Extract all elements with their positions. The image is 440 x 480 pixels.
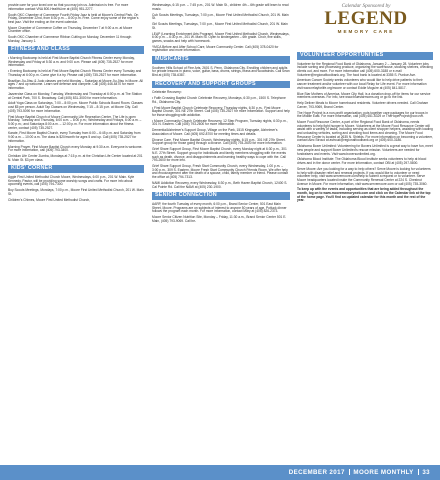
section-heading-kids: KIDS' CORNER [8,165,144,173]
event-item: Children's Chimes, Moore First United Methodist Church, [8,197,91,202]
section-heading-volunteer: VOLUNTEER OPPORTUNITIES [297,52,433,60]
event-item: Serve Moore: Are you looking for a way to help others? Serve Moore is looking for volunteers to help with disaster relief and renewal projects. If you would like to volunteer or need volunteer help, visit www.servemoore.com/help to submit a request or to volunteer. Serve Moore headquarters located inside the Community Renewal Center at 224 S. Chestnut Avenue in Moore. For more information, visit www.servemoore.com or call (405) 735-3060. [297,166,431,186]
bootcamp-item: • Evening Bootcamp is held at First Moore Baptist Church Fitness Center every Tuesday and Thursday at 6:00 p.m. Come give it a try. Please call (405) 735-2527 for more information. [8,69,142,77]
event-item: Divorce Care, First Moore Baptist Church, Wednesday nights, 6:15 p.m., 301 NE 27th Street. Support group for those going through a divorce. Call (405) 793-2600 for more information. [152,137,286,146]
event-item: Oklahoma Boxer Unlimited: Volunteering for Boxers Unlimited is a great way to have fun, meet new people and support Boxer Unlimited's rescue mission. Volunteers are needed for fundraisers and events. Visit www.boxersunlimited.org. [297,144,433,156]
closing-note: To keep up with the events and opportunities that are being added throughout the month, log on to www.moorememoryweb.com and click on the Calendar link at the top of the home page. You'll find an updated calendar for this month and the rest of the year. [297,187,431,203]
column-middle [152,4,290,226]
event-item: Moore Food Resource Center, a part of the Regional Food Bank of Oklahoma, needs volunteers to help fight hunger in Moore. Volunteers at the Moore Food Resource Center will assist with a variety of tasks, including serving as client shopper helpers, assisting with loading and unloading vehicles, sorting and checking food items and cleaning. The Moore Food Resource Center is located at 2635 N. Shields. For more information on becoming a volunteer, contact Alec Stroud at astroud@regionalfoodbank.org or (405) 600-3186. [297,120,433,143]
event-item: NAMI Addiction Recovery, every Wednesday, 6:30 p.m., Beth Haven Baptist Church, 12400 S. Cal Pointe Rd. Call the NAMI at (405) 230-1900. [152,180,288,189]
event-item: Volunteer for the Regional Food Bank of Oklahoma, January 2 – January 28. Volunteer jobs include sorting and processing produce, organizing the warehouse, stocking shelves, checking clients out, and more. For more information call (405) 600-3188 or e-mail Volunteer@regionalfoodbank.org. The food bank is located at 3355 S. Purdue Ave. [297,61,433,77]
event-item: Celebrate Recovery: [152,90,182,95]
column-left [8,4,144,205]
event-item: Boy Scouts Meetings, Mondays, 7:00 p.m., Moore First United Methodist Church, 201 W. Main St. [8,188,144,196]
event-item: First Moore Baptist Church of Moore Community Life Recreation Center. The Life is open Monday, Tuesday and Thursday, 6:00 a.m. – 8:00 p.m.; Wednesday and Fridays, 6:00 a.m. – 5:00 p.m.; and Saturdays 8:00 a.m. – 12:00 p.m. For more information about the fitness center, contact (405) 735-2527. [8,114,142,130]
event-item: Blue Star Mothers of America, Moore City Hall, is a donation drop-off for items for our service members overseas. For info, see www.bluestarmoms.org or go to the link. [297,91,431,100]
event-item: YMCA Before and After School Care, Moore Community Center. Call (405) 378-0420 for registration and more information. [152,44,279,53]
footer-text [289,469,430,476]
event-item: Adult Yoga Class on Saturdays, 7:00 – 8:00 p.m. Moore Public Schools Board Room. Classes cost $5 per person. Adult Tap Classes on Wednesday, 7:15 – 8:15 p.m. at Moore City. Call (405) 793-5090 for more information. [8,101,143,113]
event-item: Aggie First United Methodist Church Moore, Wednesdays, 6:00 p.m., 201 W. Main. Kyle Kennedy, Pastor, will be providing some worship songs and crafts. For more info about upcoming events, call (405) 794-7300. [8,175,135,187]
event-item: Jazzercise Class on Monday, Tuesday, Wednesday and Thursday at 6:00 p.m. at The Station at Central Park, 700 S. Broadway. Call (405) 831-3000 for more information. [8,91,142,100]
event-item: Wednesdays, 6:15 p.m. – 7:45 p.m., 201 W. Main St., children 4th – 6th grade will learn to read music. [152,3,289,11]
event-item: Help Deliver Meals to Moore homebound residents. Volunteer drivers needed. Call Graham Carver, 793-9069, Brand Center. [297,101,429,109]
page-footer [0,465,440,480]
event-item: • First Moore Baptist Church Celebrate Recovery, Thursday nights, 6:30 p.m., First Moore Baptist Church, 301 NE 27th Street. Call (405) 735-2527 for more information. Support and help for those struggling with addiction. [152,105,290,117]
issue-date: DECEMBER 2017 [288,469,345,476]
event-item: Moore Chamber of Commerce Coffee on Thursday, December 7 at 9:00 a.m. at Moore Chamber office. [8,25,133,34]
event-item: Girl Scouts Meetings, Tuesdays, 7:00 p.m., Moore First United Methodist Church, 201 W. Main St. [152,22,288,30]
intro-paragraph: provide care for your loved one so that you may join us. Admission is free. For more information contact VNA 800-HealthLine at (405) 951-2277. [8,3,129,11]
event-item: Brazilian Jiu-Jitsu & Judo classes are held Monday – Saturday at Moore Jiu Jitsu in Moore. All ages 7 and up welcome. Learn self defense and compete. Call (405) 446-6470 for more information. [8,78,143,91]
event-item: Morning Prayer, First Moore Baptist Church every Monday at 9:30 a.m. Everyone is welcome. For more information, call (405) 793-3400. [8,144,143,153]
section-heading-recovery: RECOVERY AND SUPPORT GROUPS [152,81,290,89]
event-item: Moore Senior Citizen Nutrition Site, Monday – Friday, 11:30 a.m., Brand Senior Center 501 E. Main, (405) 793-9069. Call be- [152,215,287,223]
logo-wordmark: LEGEND [324,8,408,29]
page-number: 33 [422,469,430,476]
event-item: South OKC Chamber of Commerce Ribbon Cutting on Monday, December 11 through Monday, January 1. [8,35,132,43]
event-item: The Hope Project is a non-profit organization; puts together care packages for our troops in the Middle East. For more information, call (405) 651-6329 or TheHopeProject@cox.net. [297,110,428,119]
event-item: LEAP (Learning Enrichment Arts Program), Moore First United Methodist Church, Wednesdays, 6:00 p.m. – 6:30 p.m., 201 W. Main St. Open to kindergarten – 6th grade. Choir, fine skills, games, snacks and help with homework. [152,31,290,43]
column-right [297,50,433,205]
event-item: American Cancer Society seeks volunteers who would like to help drive patients to their cancer treatment and/or volunteer with our local Relay for Life event. For more information visit www.relayforlife.org/moore or contact Eddie Mcguire at (405) 841-5817. [297,78,427,90]
event-item: Christian Life Center Zumba, Mondays at 7:15 p.m. at the Christian Life Center located at 201 N. Main St. $3 per class. [8,154,143,162]
sponsor-logo [308,0,424,48]
event-item: Karate, First Moore Baptist Church, every Tuesday from 6:00 – 6:45 p.m. and Saturday from 9:00 a.m. – 10:00 a.m. The class is $20/month for ages 5 and up. Call (405) 735-2527 for information. [8,131,141,143]
sponsor-caption: Calendar Sponsored by [341,3,391,9]
event-item: Grief Share Support Group, First Moore Baptist Church, every Monday night at 6:30 p.m., 301 N.E. 27th Street. Support group for individuals and family members struggling with the events such as death, divorce, and disappointments and learning healthy ways to cope with the. Call 793-2600 for more info. [152,147,287,163]
section-heading-fitness: FITNESS AND CLASS [8,46,144,54]
bootcamp-item: • Morning Bootcamp is held at First Moore Baptist Church Fitness Center every Monday, Wednesday and Friday at 5:30 a.m. and 9:00 a.m. Please call (405) 735-2527 for more information. [8,56,135,68]
legend-logo-mark [308,9,424,29]
event-item: South OKC Chamber of Commerce Fourth Friday Jazz is held at Moore's Central Park. On Friday, December 22nd, from 6:30 p.m. – 8:00 p.m. Free. Come enjoy some of the region's best jazz. Visit the ending on the event calendar. [8,12,139,24]
event-item: Grief Share Support Group, Fresh Start Community Church, every Wednesday, 1:00 p.m. – 3:00 p.m., 309 S. Eastern. Moore Fresh Start Community Church Friends Room. We offer help and encouragement after the death of a spouse, child, family member or friend. Please contact the office at (405) 794-7313. [152,164,289,180]
event-item: Cub Scouts Meetings, Tuesdays, 7:00 p.m., Moore First United Methodist Church, 201 W. Main St. [152,12,289,21]
publication-name: MOORE MONTHLY [353,469,414,476]
event-item: • Moore Community Church Celebrate Recovery, 12 Step Program, Tuesday nights, 6:30 p.m., 301 N. Eastern. Call (405) 793-2600 for more information. [152,118,288,127]
event-item: Oklahoma Blood Institute: The Oklahoma Blood Institute seeks volunteers to help at blood drives and in the donor center. For more information, contact OBI at (405) 297-5800. [297,157,427,166]
event-item: • Faith Crossing Baptist Church Celebrate Recovery, Mondays, 6:30 p.m., 1500 S. Telephone Rd., Oklahoma City. [152,96,286,104]
divider [349,469,350,475]
divider [418,469,419,475]
section-heading-musicarts: MUSICARTS [152,56,290,64]
event-item: Dementia/Alzheimer's Support Group, Village on the Park, 1515 Kingsgate, Alzheimer's Association of Moore. Call (405) 692-8700 for meeting times and details. [152,128,278,136]
event-item: AARP, the fourth Tuesday of every month, 6:00 p.m., Brand Senior Center, 501 East Main Street, Moore. Programs are on subjects of interest to anyone 50 years of age. Potluck dinner follows the program each month. For more information, contact Mary at (405) 826-2373. [152,201,287,214]
logo-subtitle: MEMORY CARE [337,29,395,34]
event-item: Southern Hills School of Fine Arts, 2601 S. Penn, Oklahoma City. Enrolling children and adults for private lessons in piano, voice, guitar, bass, drums, strings, brass and woodwinds. Call Sean Bird at (405) 735-6387. [152,65,290,77]
section-heading-senior: SENIOR CONNECTION [152,192,290,200]
